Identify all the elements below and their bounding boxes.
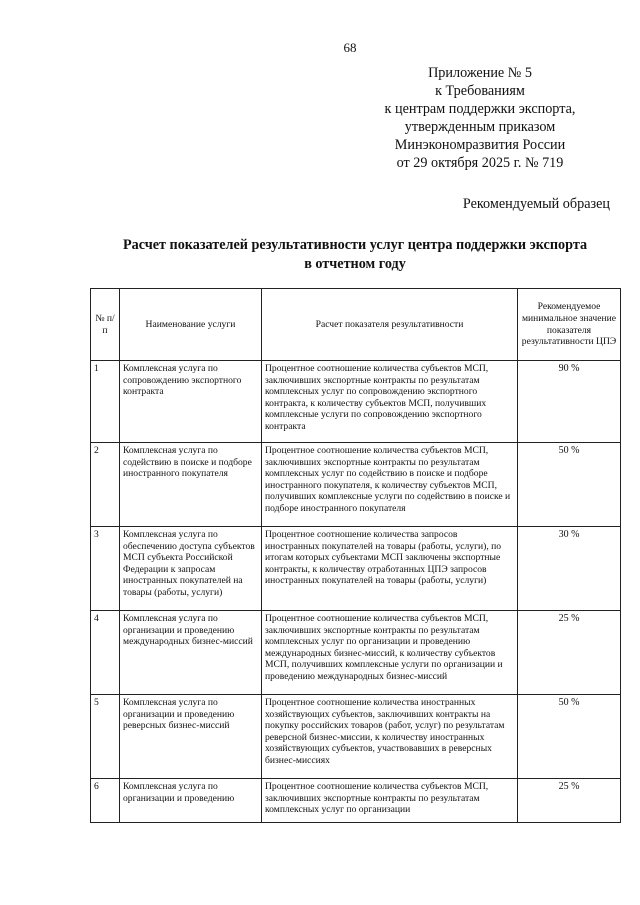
cell-num: 3 xyxy=(91,527,120,611)
cell-service-name: Комплексная услуга по организации и проведению реверсных бизнес-миссий xyxy=(120,695,262,779)
header-calc: Расчет показателя результативности xyxy=(262,289,518,361)
header-num: № п/п xyxy=(91,289,120,361)
table-row xyxy=(91,695,621,779)
cell-service-name: Комплексная услуга по сопровождению экспортного контракта xyxy=(120,361,262,443)
cell-num: 6 xyxy=(91,779,120,823)
cell-calculation: Процентное соотношение количества субъектов МСП, заключивших экспортные контракты по результатам комплексных услуг по организации xyxy=(262,779,518,823)
table-row xyxy=(91,779,621,823)
header-value: Рекомендуемое минимальное значение показателя результативности ЦПЭ xyxy=(518,289,621,361)
table-row xyxy=(91,527,621,611)
cell-num: 4 xyxy=(91,611,120,695)
cell-service-name: Комплексная услуга по обеспечению доступа субъектов МСП субъекта Российской Федерации к запросам иностранных покупателей на товары (работы, услуги) xyxy=(120,527,262,611)
cell-value: 90 % xyxy=(518,361,621,443)
cell-calculation: Процентное соотношение количества субъектов МСП, заключивших экспортные контракты по результатам комплексных услуг по организации и проведению международных бизнес-миссий, к количеству субъектов МСП, получивших комплексные услуги по организации и проведению международных бизнес-миссий xyxy=(262,611,518,695)
cell-calculation: Процентное соотношение количества субъектов МСП, заключивших экспортные контракты по результатам комплексных услуг по сопровождению экспортного контракта, к количеству субъектов МСП, получивших комплексные услуги по сопровождению экспортного контракта xyxy=(262,361,518,443)
table-row xyxy=(91,361,621,443)
cell-calculation: Процентное соотношение количества запросов иностранных покупателей на товары (работы, услуги), по итогам которых субъектами МСП заключены экспортные контракты, к количеству отработанных ЦПЭ запросов иностранных покупателей на товары (работы, услуги) xyxy=(262,527,518,611)
cell-value: 25 % xyxy=(518,779,621,823)
cell-service-name: Комплексная услуга по организации и проведению международных бизнес-миссий xyxy=(120,611,262,695)
appendix-line: Приложение № 5 xyxy=(428,65,532,81)
page-number: 68 xyxy=(343,40,357,55)
cell-calculation: Процентное соотношение количества иностранных хозяйствующих субъектов, заключивших контракты на покупку российских товаров (работ, услуг) по результатам реверсной бизнес-миссии, к количеству иностранных хозяйствующих субъектов, участвовавших в реверсных бизнес-миссиях xyxy=(262,695,518,779)
title-line-1: Расчет показателей результативности услуг центра поддержки экспорта xyxy=(122,237,588,253)
cell-value: 25 % xyxy=(518,611,621,695)
table-header-row xyxy=(91,289,621,361)
cell-value: 50 % xyxy=(518,695,621,779)
cell-num: 1 xyxy=(91,361,120,443)
appendix-line: Минэкономразвития России xyxy=(394,137,566,153)
cell-service-name: Комплексная услуга по содействию в поиске и подборе иностранного покупателя xyxy=(120,443,262,527)
cell-calculation: Процентное соотношение количества субъектов МСП, заключивших экспортные контракты по результатам комплексных услуг по содействию в поиске и подборе иностранного покупателя, к количеству субъектов МСП, получивших комплексные услуги по содействию в поиске и подборе иностранного покупателя xyxy=(262,443,518,527)
appendix-line: утвержденным приказом xyxy=(404,119,556,135)
appendix-line: к Требованиям xyxy=(435,83,525,99)
cell-num: 2 xyxy=(91,443,120,527)
cell-value: 50 % xyxy=(518,443,621,527)
cell-value: 30 % xyxy=(518,527,621,611)
document-title xyxy=(90,236,620,274)
table-row xyxy=(91,611,621,695)
table-row xyxy=(91,443,621,527)
appendix-block xyxy=(360,64,600,172)
cell-num: 5 xyxy=(91,695,120,779)
sample-label: Рекомендуемый образец xyxy=(462,196,610,212)
appendix-line: от 29 октября 2025 г. № 719 xyxy=(396,155,564,171)
header-name: Наименование услуги xyxy=(120,289,262,361)
indicators-table xyxy=(90,288,621,823)
title-line-2: в отчетном году xyxy=(304,256,406,272)
appendix-line: к центрам поддержки экспорта, xyxy=(384,101,576,117)
cell-service-name: Комплексная услуга по организации и проведению xyxy=(120,779,262,823)
